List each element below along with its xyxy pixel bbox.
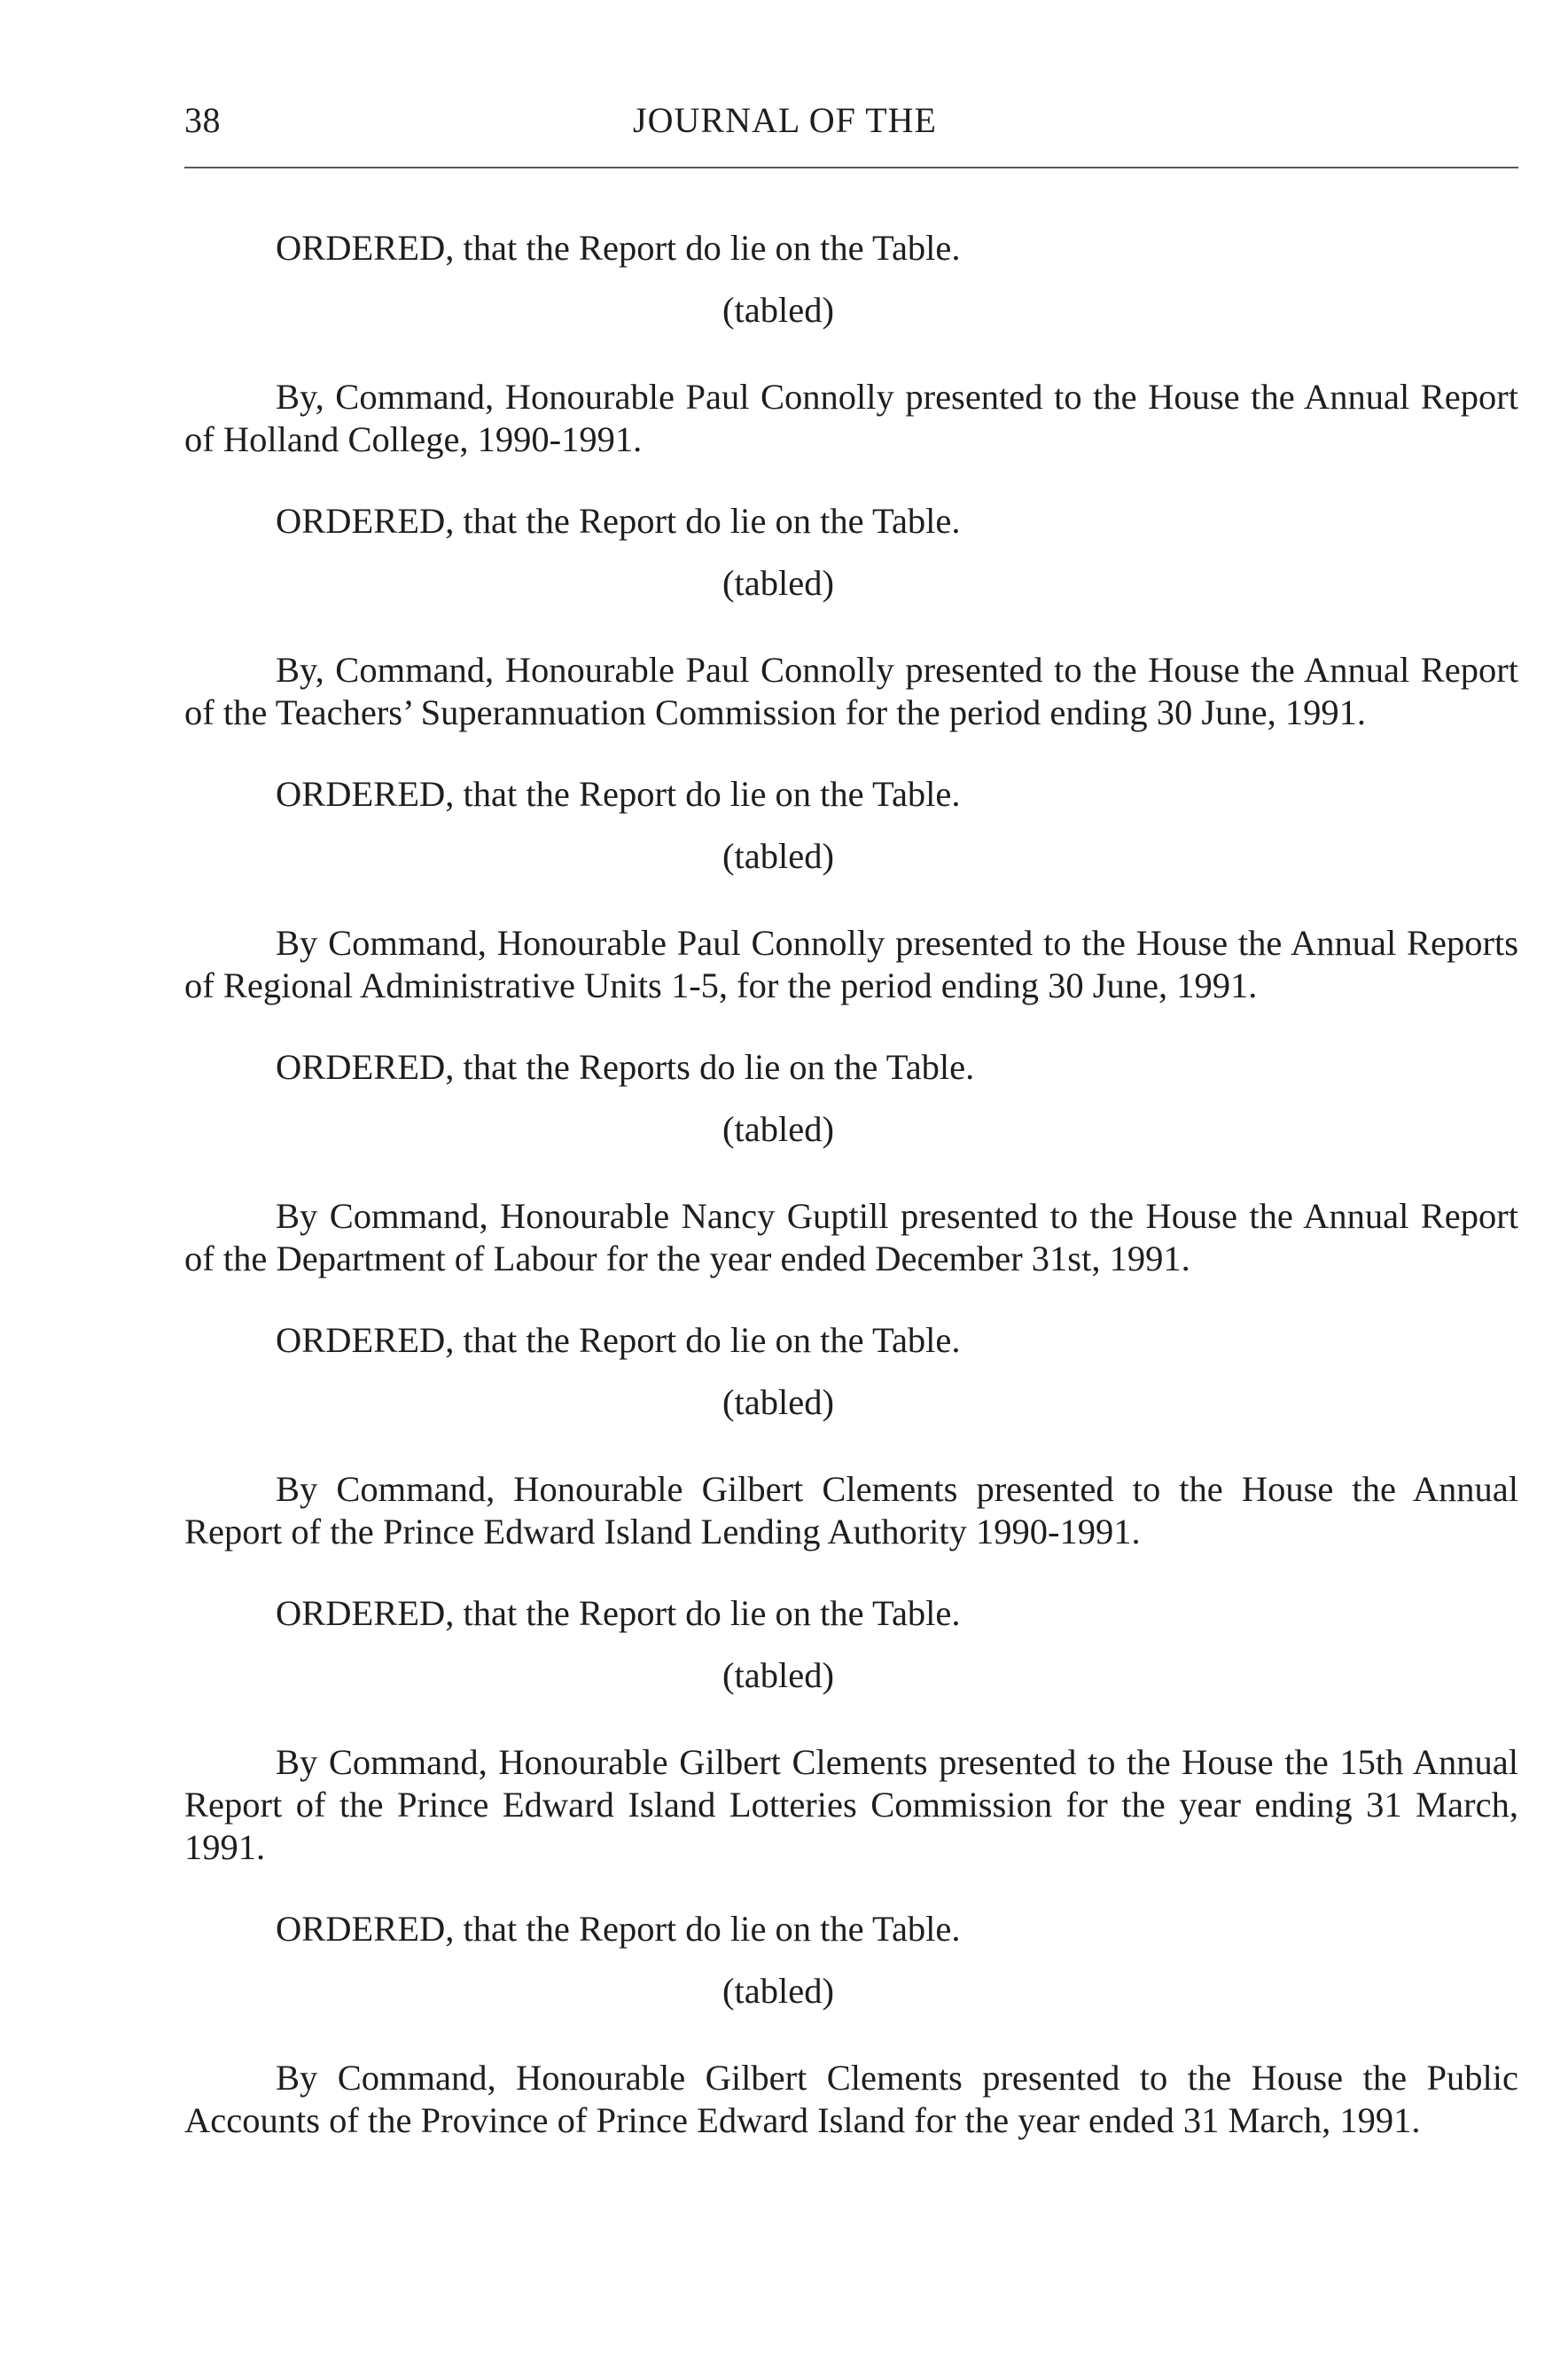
ordered-line: ORDERED, that the Report do lie on the Table. (276, 228, 961, 268)
ordered-line: ORDERED, that the Report do lie on the Table. (276, 1593, 961, 1633)
tabled-text: (tabled) (722, 290, 834, 330)
tabled-note (184, 1970, 911, 2013)
tabled-note (184, 1108, 911, 1151)
command-paragraph: By, Command, Honourable Paul Connolly presented to the House the Annual Report of Holland College, 1990-1991. (184, 377, 1518, 459)
command-paragraph: By Command, Honourable Paul Connolly presented to the House the Annual Reports of Regional Administrative Units 1-5, for the period ending 30 June, 1991. (184, 923, 1518, 1005)
tabled-text: (tabled) (722, 836, 834, 876)
tabled-note (184, 1381, 911, 1424)
tabled-note (184, 562, 911, 605)
ordered-line: ORDERED, that the Report do lie on the Table. (276, 1320, 961, 1360)
ordered-line: ORDERED, that the Report do lie on the Table. (276, 1909, 961, 1949)
tabled-text: (tabled) (722, 563, 834, 603)
tabled-note (184, 1654, 911, 1697)
command-paragraph: By, Command, Honourable Paul Connolly presented to the House the Annual Report of the Teachers’ Superannuation Commission for the period ending 30 June, 1991. (184, 650, 1518, 732)
tabled-note (184, 289, 911, 332)
journal-body (184, 227, 1518, 2142)
command-paragraph: By Command, Honourable Nancy Guptill presented to the House the Annual Report of the Department of Labour for the year ended December 31st, 1991. (184, 1196, 1518, 1278)
tabled-text: (tabled) (722, 1971, 834, 2011)
command-paragraph: By Command, Honourable Gilbert Clements presented to the House the Public Accounts of the Province of Prince Edward Island for the year ended 31 March, 1991. (184, 2058, 1518, 2140)
header-rule (184, 167, 1518, 168)
tabled-note (184, 835, 911, 878)
ordered-line: ORDERED, that the Report do lie on the Table. (276, 774, 961, 814)
tabled-text: (tabled) (722, 1655, 834, 1695)
ordered-line: ORDERED, that the Report do lie on the Table. (276, 501, 961, 541)
tabled-text: (tabled) (722, 1382, 834, 1422)
command-paragraph: By Command, Honourable Gilbert Clements presented to the House the Annual Report of the Prince Edward Island Lending Authority 1990-1991. (184, 1469, 1518, 1551)
tabled-text: (tabled) (722, 1109, 834, 1149)
command-paragraph: By Command, Honourable Gilbert Clements presented to the House the 15th Annual Report of the Prince Edward Island Lotteries Commission for the year ending 31 March, 1991. (184, 1742, 1518, 1867)
page-number: 38 (184, 100, 221, 140)
ordered-line: ORDERED, that the Reports do lie on the Table. (276, 1047, 975, 1087)
page-header (184, 92, 1518, 145)
running-head: JOURNAL OF THE (633, 100, 937, 140)
